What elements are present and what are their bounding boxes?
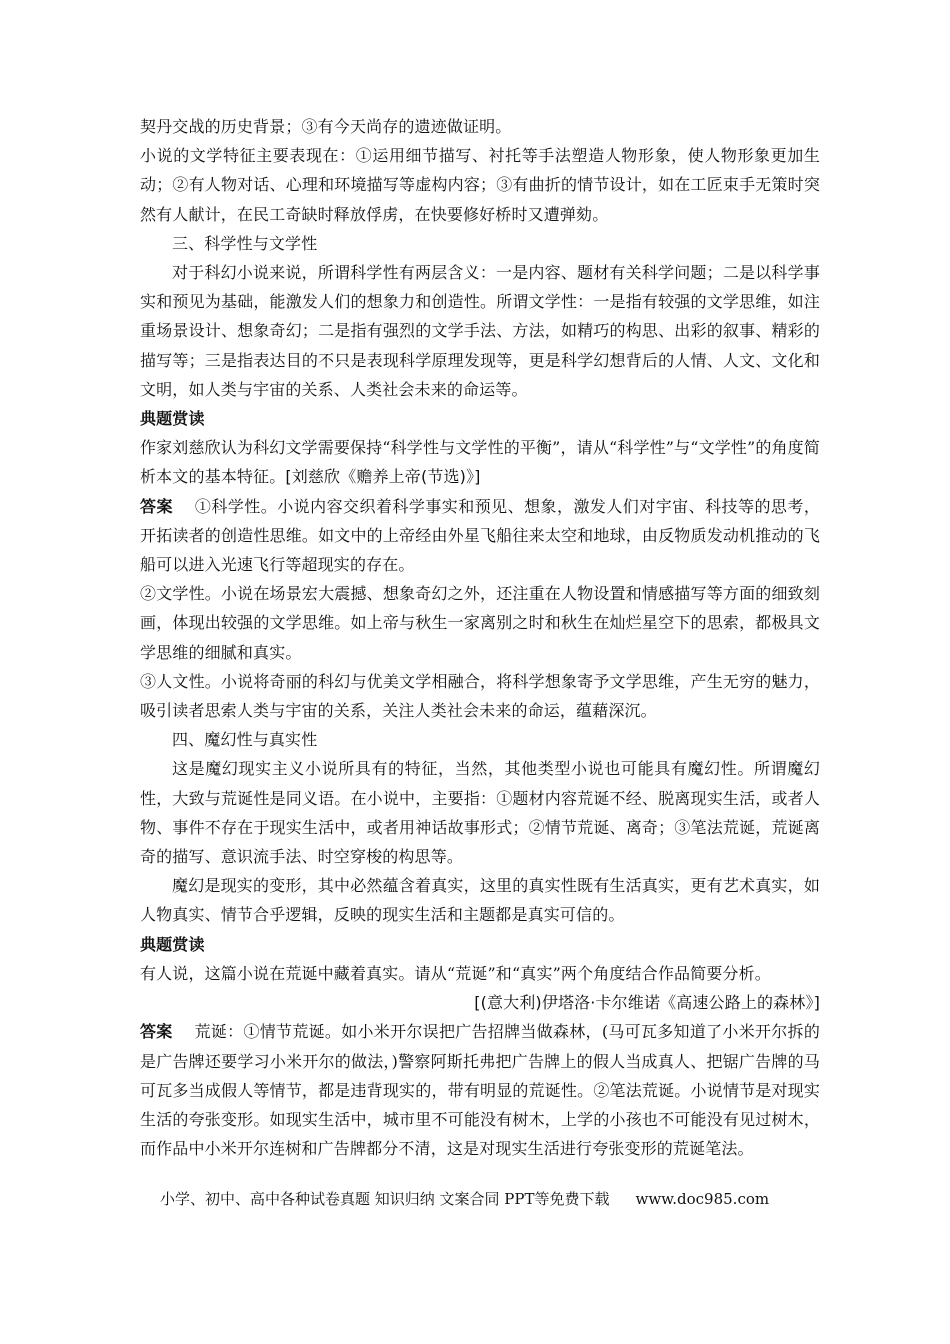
question-source: [刘慈欣《赡养上帝(节选)》] xyxy=(285,467,481,487)
answer-text: 荒诞：①情节荒诞。如小米开尔误把广告招牌当做森林，(马可瓦多知道了小米开尔拆的是广告牌还要学习小米开尔的做法，)警察阿斯托弗把广告牌上的假人当成真人、把锯广告牌的马可瓦多当成假人等情节，都是违背现实的，带有明显的荒诞性。②笔法荒诞。小说情节是对现实生活的夸张变形。如现实生活中，城市里不可能没有树木，上学的小孩也不可能没有见过树木，而作品中小米开尔连树和广告牌都分不清，这是对现实生活进行夸张变形的荒诞笔法。 xyxy=(140,1022,821,1159)
body-text xyxy=(140,112,820,1163)
answer-text: ①科学性。小说内容交织着科学事实和预见、想象，激发人们对宇宙、科技等的思考，开拓读者的创造性思维。如文中的上帝经由外星飞船往来太空和地球，由反物质发动机推动的飞船可以进入光速飞行等超现实的存在。 xyxy=(140,496,820,575)
paragraph: 小说的文学特征主要表现在：①运用细节描写、衬托等手法塑造人物形象，使人物形象更加生动；②有人物对话、心理和环境描写等虚构内容；③有曲折的情节设计，如在工匠束手无策时突然有人献计，在民工奇缺时释放俘虏，在快要修好桥时又遭弹劾。 xyxy=(140,146,820,224)
question-text: 作家刘慈欣认为科幻文学需要保持“科学性与文学性的平衡”，请从“科学性”与“文学性”的角度简析本文的基本特征。 xyxy=(140,438,820,487)
paragraph: 这是魔幻现实主义小说所具有的特征，当然，其他类型小说也可能具有魔幻性。所谓魔幻性，大致与荒诞性是同义语。在小说中，主要指：①题材内容荒诞不经、脱离现实生活，或者人物、事件不存在于现实生活中，或者用神话故事形式；②情节荒诞、离奇；③笔法荒诞，荒诞离奇的描写、意识流手法、时空穿梭的构思等。 xyxy=(140,759,820,867)
question-source: [(意大利)伊塔洛·卡尔维诺《高速公路上的森林》] xyxy=(474,993,820,1013)
page-footer xyxy=(160,1188,800,1209)
paragraph: 对于科幻小说来说，所谓科学性有两层含义：一是内容、题材有关科学问题；二是以科学事实和预见为基础，能激发人们的想象力和创造性。所谓文学性：一是指有较强的文学思维，如注重场景设计、想象奇幻；二是指有强烈的文学手法、方法，如精巧的构思、出彩的叙事、精彩的描写等；三是指表达目的不只是表现科学原理发现等，更是科学幻想背后的人情、人文、文化和文明，如人类与宇宙的关系、人类社会未来的命运等。 xyxy=(140,263,820,399)
paragraph: ②文学性。小说在场景宏大震撼、想象奇幻之外，还注重在人物设置和情感描写等方面的细致刻画，体现出较强的文学思维。如上帝与秋生一家离别之时和秋生在灿烂星空下的思索，都极具文学思维的细腻和真实。 xyxy=(140,584,820,662)
paragraph: ③人文性。小说将奇丽的科幻与优美文学相融合，将科学想象寄予文学思维，产生无穷的魅力，吸引读者思索人类与宇宙的关系，关注人类社会未来的命运，蕴藉深沉。 xyxy=(140,671,820,721)
question: 有人说，这篇小说在荒诞中藏着真实。请从“荒诞”和“真实”两个角度结合作品简要分析。 xyxy=(140,963,771,983)
footer-text: 小学、初中、高中各种试卷真题 知识归纳 文案合同 PPT等免费下载 xyxy=(160,1190,610,1208)
paragraph: 契丹交战的历史背景；③有今天尚存的遗迹做证明。 xyxy=(140,117,512,136)
answer xyxy=(140,492,820,580)
section-heading: 三、科学性与文学性 xyxy=(172,233,318,253)
section-heading: 四、魔幻性与真实性 xyxy=(172,730,318,750)
question xyxy=(140,433,820,491)
footer-site: www.doc985.com xyxy=(635,1190,770,1208)
example-heading: 典题赏读 xyxy=(140,934,205,954)
paragraph: 魔幻是现实的变形，其中必然蕴含着真实，这里的真实性既有生活真实，更有艺术真实，如人物真实、情节合乎逻辑，反映的现实生活和主题都是真实可信的。 xyxy=(140,876,820,925)
example-heading: 典题赏读 xyxy=(140,409,205,429)
answer-label: 答案 xyxy=(140,1022,173,1042)
answer-label: 答案 xyxy=(140,496,173,516)
answer xyxy=(140,1017,820,1163)
